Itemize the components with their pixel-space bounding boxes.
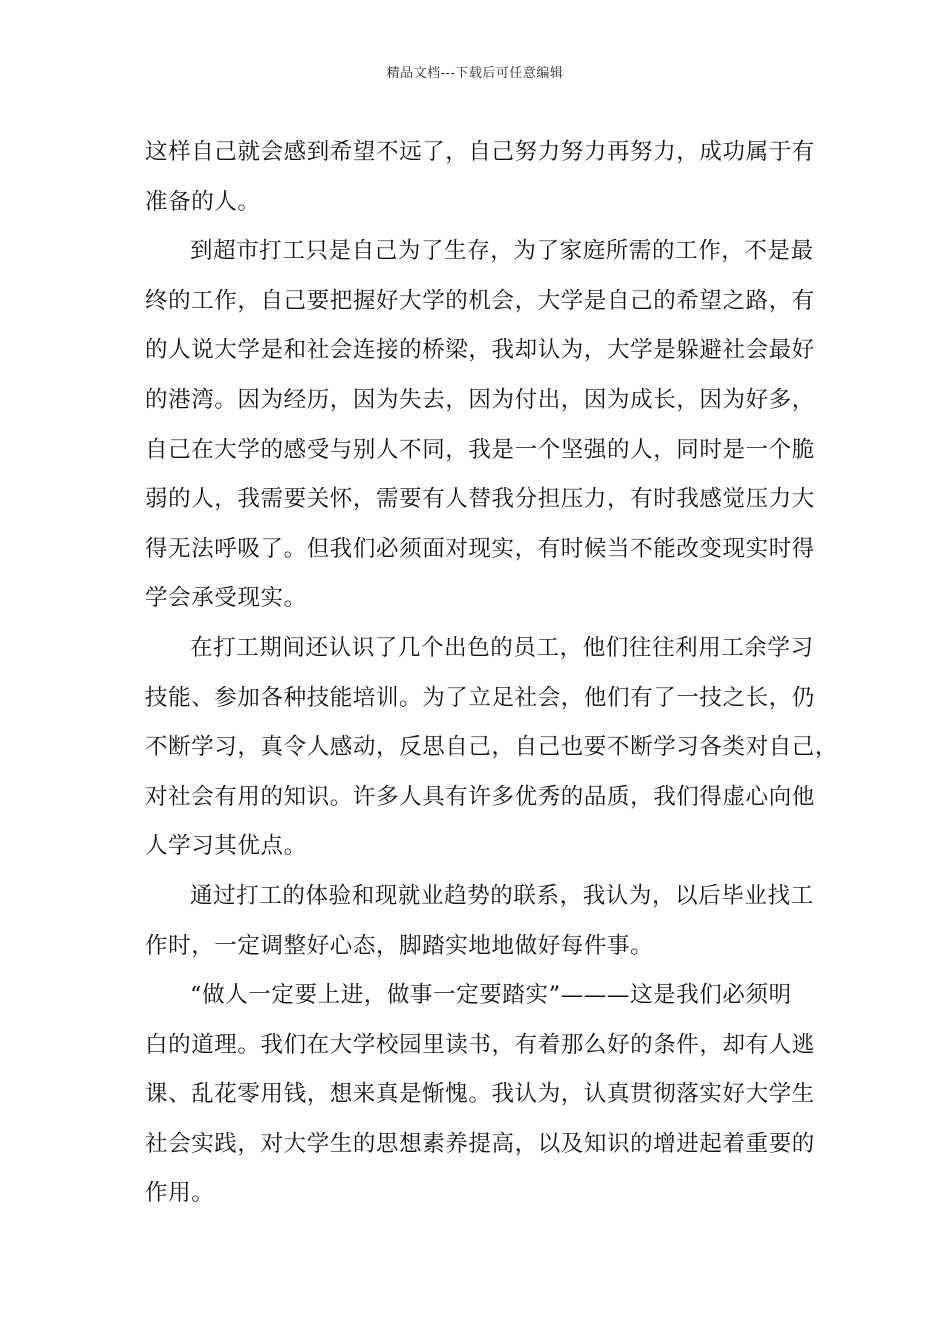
paragraph-start-line: “做人一定要上进，做事一定要踏实”———这是我们必须明: [190, 982, 792, 1009]
text-line: 这样自己就会感到希望不远了，自己努力努力再努力，成功属于有: [145, 139, 815, 165]
text-line: 弱的人，我需要关怀，需要有人替我分担压力，有时我感觉压力大: [145, 486, 815, 513]
document-body: [145, 128, 839, 1219]
text-line: 学会承受现实。: [145, 585, 307, 612]
text-line: 作时，一定调整好心态，脚踏实地地做好每件事。: [145, 932, 654, 959]
text-line: 作用。: [145, 1180, 215, 1207]
text-line: 的港湾。因为经历，因为失去，因为付出，因为成长，因为好多，: [145, 386, 815, 413]
text-line: 得无法呼吸了。但我们必须面对现实，有时候当不能改变现实时得: [145, 535, 815, 562]
text-line: 社会实践，对大学生的思想素养提高，以及知识的增进起着重要的: [145, 1130, 815, 1157]
text-line: 人学习其优点。: [145, 833, 307, 860]
text-line: 对社会有用的知识。许多人具有许多优秀的品质，我们得虚心向他: [145, 783, 815, 810]
text-line: 技能、参加各种技能培训。为了立足社会，他们有了一技之长，仍: [145, 684, 815, 711]
text-line: 自己在大学的感受与别人不同，我是一个坚强的人，同时是一个脆: [145, 436, 815, 463]
paragraph-start-line: 通过打工的体验和现就业趋势的联系，我认为，以后毕业找工: [190, 882, 814, 909]
text-line: 不断学习，真令人感动，反思自己，自己也要不断学习各类对自己，: [145, 734, 839, 761]
text-line: 的人说大学是和社会连接的桥梁，我却认为，大学是躲避社会最好: [145, 337, 815, 364]
text-line: 白的道理。我们在大学校园里读书，有着那么好的条件，却有人逃: [145, 1031, 815, 1058]
paragraph-start-line: 在打工期间还认识了几个出色的员工，他们往往利用工余学习: [190, 634, 814, 661]
text-line: 准备的人。: [145, 188, 261, 215]
page-header: 精品文档---下载后可任意编辑: [386, 66, 564, 81]
text-line: 终的工作，自己要把握好大学的机会，大学是自己的希望之路，有: [145, 287, 815, 314]
text-line: 课、乱花零用钱，想来真是惭愧。我认为，认真贯彻落实好大学生: [145, 1081, 815, 1108]
paragraph-start-line: 到超市打工只是自己为了生存，为了家庭所需的工作，不是最: [190, 238, 814, 265]
